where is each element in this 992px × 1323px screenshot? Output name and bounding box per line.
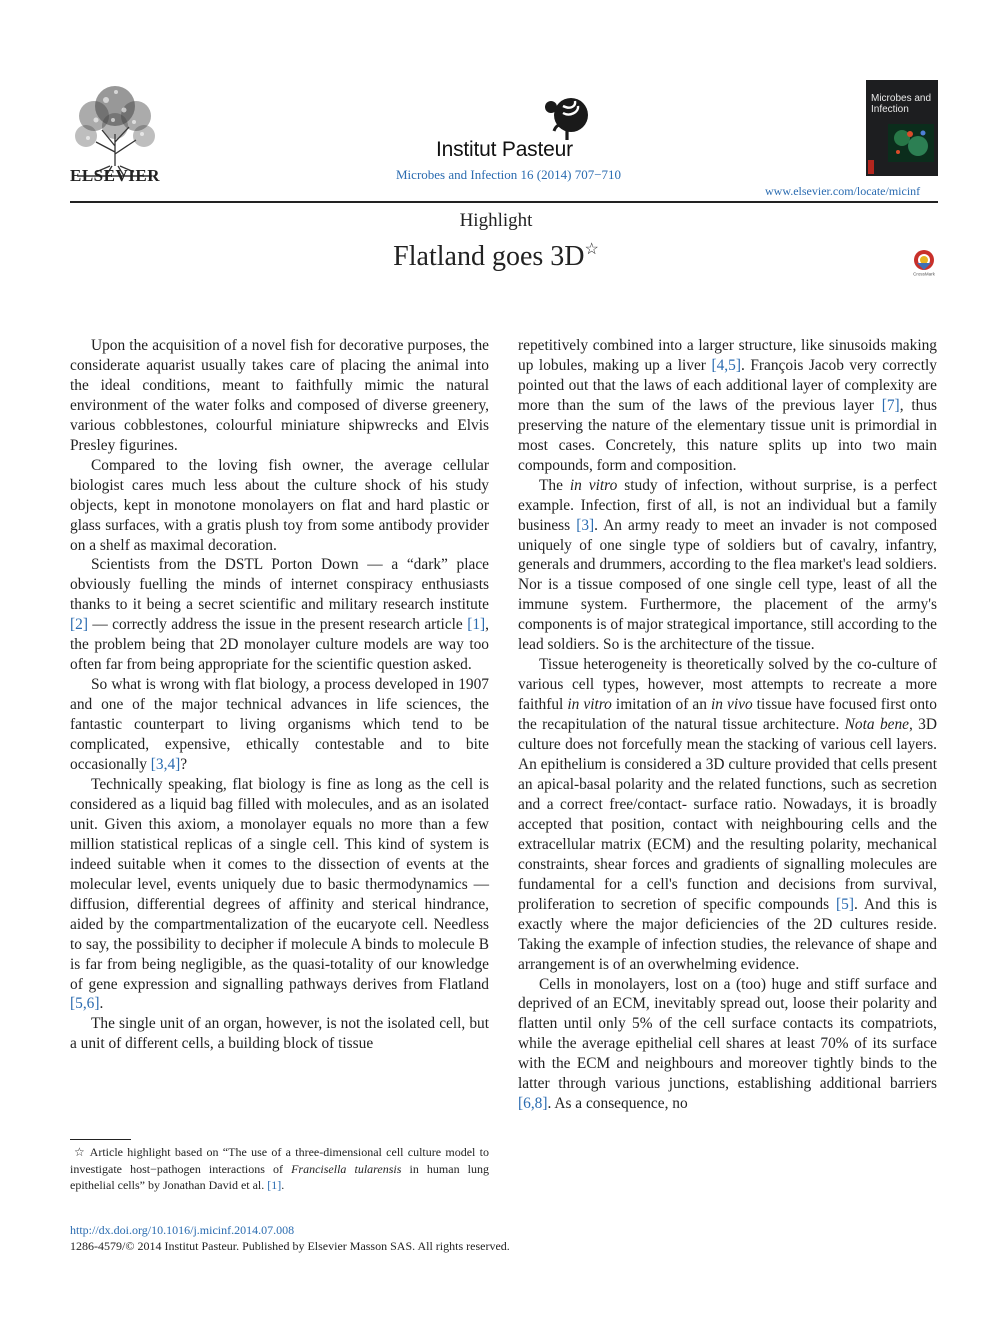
text-run: , thus preserving the nature of the elementary tissue unit is primordial in most cases. Concretely, this nature splits up into two main compounds, form and composition. bbox=[518, 396, 938, 474]
body-paragraph bbox=[70, 1014, 489, 1054]
elsevier-wordmark: ELSEVIER bbox=[70, 166, 160, 185]
citation-link[interactable]: [3] bbox=[576, 516, 595, 534]
journal-homepage-link[interactable]: www.elsevier.com/locate/micinf bbox=[765, 184, 921, 198]
cover-red-bar bbox=[868, 160, 874, 174]
italic-text: Nota bene bbox=[844, 716, 909, 734]
body-paragraph bbox=[518, 476, 937, 656]
text-run: ? bbox=[180, 756, 188, 774]
body-paragraph bbox=[70, 775, 489, 1014]
citation-link[interactable]: [2] bbox=[70, 616, 88, 634]
citation-link[interactable]: [7] bbox=[881, 396, 900, 414]
doi-link[interactable]: http://dx.doi.org/10.1016/j.micinf.2014.07.008 bbox=[70, 1223, 295, 1237]
footnote-divider bbox=[70, 1139, 131, 1140]
text-run: . An army ready to meet an invader is not composed uniquely of one single type of soldiers but of cavalry, infantry, generals and drummers, according to the flea market's lead soldiers. Nor is a tissue composed of one single cell type, least of all the immune system. Furthermore, the placement of the army's components is of major strategical importance, still according to the lead soldiers. So is the architecture of the tissue. bbox=[518, 516, 937, 654]
text-run: Scientists from the DSTL Porton Down — a “dark” place obviously fuelling the minds of internet conspiracy enthusiasts thanks to it being a secret scientific and military research institute bbox=[70, 556, 489, 614]
citation-link[interactable]: [5] bbox=[836, 895, 854, 913]
text-run: — correctly address the issue in the present research article bbox=[87, 616, 468, 634]
italic-text: in vitro bbox=[567, 696, 612, 714]
journal-cover-thumbnail[interactable] bbox=[866, 80, 938, 176]
citation-link[interactable]: [1] bbox=[267, 1178, 282, 1192]
text-run: Tissue heterogeneity is theoretically solved by the co-culture of various cell types, however, most attempts to recreate a more faithful bbox=[518, 656, 937, 714]
text-run: Upon the acquisition of a novel fish for decorative purposes, the considerate aquarist usually takes care of placing the animal into the ideal conditions, meant to faithfully mimic the natural environment of the water folks and composed of diverse greenery, various cobblestones, colourful miniature shipwrecks and Elvis Presley figurines. bbox=[70, 337, 489, 454]
institut-pasteur-wordmark: Institut Pasteur bbox=[436, 138, 573, 161]
body-paragraph bbox=[70, 555, 489, 675]
body-paragraph bbox=[70, 336, 489, 456]
header-divider bbox=[70, 201, 938, 203]
journal-citation-link[interactable]: Microbes and Infection 16 (2014) 707−710 bbox=[396, 167, 622, 182]
text-run: in human lung epithelial cells” by Jonathan David et al. bbox=[70, 1161, 490, 1192]
article-section-label: Highlight bbox=[459, 210, 533, 231]
crossmark-icon[interactable] bbox=[911, 249, 937, 277]
citation-link[interactable]: [5,6] bbox=[70, 995, 100, 1013]
text-run: repetitively combined into a larger structure, like sinusoids making up lobules, making up a liver bbox=[518, 337, 937, 374]
citation-link[interactable]: [1] bbox=[467, 616, 486, 634]
crossmark-label: CrossMark bbox=[913, 271, 935, 277]
citation-link[interactable]: [3,4] bbox=[150, 756, 181, 774]
citation-link[interactable]: [6,8] bbox=[518, 1095, 548, 1113]
body-paragraph bbox=[518, 975, 937, 1115]
body-left-column bbox=[70, 336, 489, 1054]
citation-link[interactable]: [4,5] bbox=[711, 356, 741, 374]
italic-text: in vivo bbox=[710, 696, 753, 714]
title-footnote-mark[interactable]: ☆ bbox=[584, 241, 599, 258]
article-title-text: Flatland goes 3D bbox=[393, 241, 585, 272]
body-paragraph bbox=[518, 655, 937, 974]
text-run: So what is wrong with flat biology, a process developed in 1907 and one of the major technical advances in life sciences, the fantastic counterpart to living organisms which tend to be complicated, expensive, ethically contestable and to bite occasionally bbox=[70, 676, 489, 774]
cover-image bbox=[888, 124, 934, 162]
article-title bbox=[0, 241, 992, 273]
cover-title-line2: Infection bbox=[871, 104, 909, 115]
institut-pasteur-emblem bbox=[540, 97, 590, 141]
italic-text: Francisella tularensis bbox=[291, 1161, 402, 1176]
body-paragraph bbox=[518, 336, 937, 476]
text-run: study of infection, without surprise, is a perfect example. Infection, first of all, is not an individual but a family business bbox=[518, 476, 937, 534]
text-run: The bbox=[539, 476, 570, 494]
italic-text: in vitro bbox=[569, 476, 618, 494]
text-run: , the problem being that 2D monolayer culture models are way too often far from being appropriate for the scientific question asked. bbox=[70, 616, 489, 674]
text-run: . As a consequence, no bbox=[547, 1095, 688, 1113]
body-paragraph bbox=[70, 675, 489, 775]
copyright-notice: 1286-4579/© 2014 Institut Pasteur. Published by Elsevier Masson SAS. All rights reserved. bbox=[70, 1239, 510, 1253]
text-run: . François Jacob very correctly pointed out that the laws of each additional layer of complexity are more than the sum of the laws of the previous layer bbox=[518, 356, 937, 414]
text-run: Article highlight based on “The use of a three-dimensional cell culture model to investigate host−pathogen interactions of bbox=[70, 1145, 489, 1176]
body-right-column bbox=[518, 336, 937, 1114]
text-run: tissue have focused first onto the recapitulation of the natural tissue architecture. bbox=[518, 696, 937, 734]
footnote-mark: ☆ bbox=[74, 1145, 87, 1159]
text-run: Compared to the loving fish owner, the average cellular biologist cares much less about the culture shock of his study objects, kept in monotone monolayers on flat and hard plastic or glass surfaces, with a gratis plush toy from some antibody provider on a shelf as maximal decoration. bbox=[70, 456, 489, 554]
article-footnote bbox=[70, 1144, 489, 1194]
text-run: Cells in monolayers, lost on a (too) huge and stiff surface and deprived of an ECM, inevitably spread out, loose their polarity and flatten until only 5% of the cell surface contacts its compatriots, while the average epithelial cell shares at least 70% of its surface with the ECM and neighbours and moreover tightly binds to the latter through various junctions, establishing additional barriers bbox=[518, 975, 937, 1093]
text-run: Technically speaking, flat biology is fine as long as the cell is considered as a liquid bag filled with molecules, and as an isolated unit. Given this axiom, a monolayer equals no more than a few million statistical replicas of a single cell. This kind of system is indeed suitable when it comes to the dissection of events at the molecular level, events uniquely due to basic thermodynamics — diffusion, differential degrees of affinity and sterical hindrance, aided by the compartmentalization of the eucaryote cell. Needless to say, the possibility to decipher if molecule A binds to molecule B is far from being negligible, as the quasi-totality of our knowledge of gene expression and signalling pathways derives from Flatland bbox=[70, 775, 489, 993]
cover-title-line1: Microbes and bbox=[871, 93, 932, 104]
text-run: . bbox=[281, 1178, 285, 1192]
text-run: The single unit of an organ, however, is not the isolated cell, but a unit of different cells, a building block of tissue bbox=[70, 1015, 489, 1053]
text-run: . bbox=[99, 995, 104, 1013]
text-run: imitation of an bbox=[611, 696, 711, 714]
text-run: . And this is exactly where the major deficiencies of the 2D cultures reside. Taking the example of infection studies, the relevance of shape and arrangement is of an overwhelming evidence. bbox=[518, 895, 937, 973]
body-paragraph bbox=[70, 456, 489, 556]
text-run: , 3D culture does not forcefully mean the stacking of various cell layers. An epithelium is considered a 3D culture provided that cells present an apical-basal polarity and the related functions, such as secretion and a correct free/contact- surface ratio. Nowadays, it is broadly accepted that position, contact with neighbouring cells and the extracellular matrix (ECM) and the resulting polarity, mechanical constraints, shear forces and gradients of signalling molecules are fundamental for a cell's function and decisions from survival, proliferation to secretion of specific compounds bbox=[518, 716, 937, 913]
